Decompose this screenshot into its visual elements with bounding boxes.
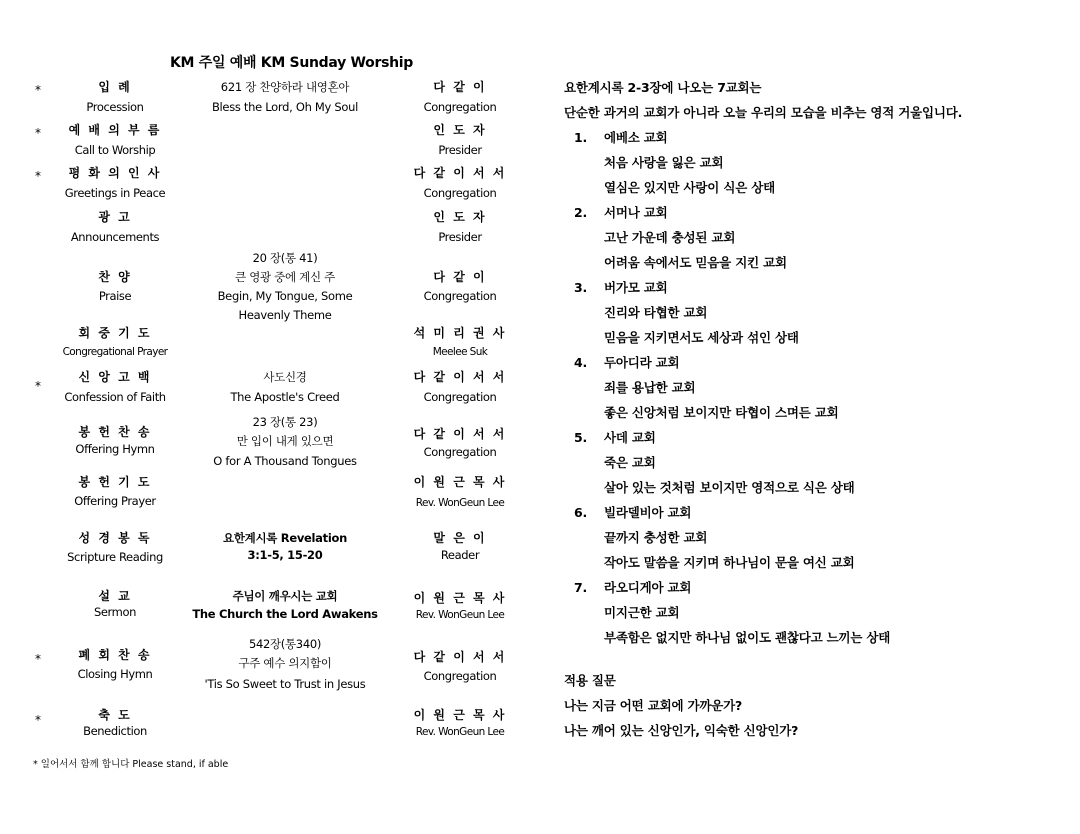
- item-detail: 'Tis So Sweet to Trust in Jesus: [204, 677, 366, 691]
- leader-en: Rev. WonGeun Lee: [415, 609, 505, 621]
- item-detail: 만 입이 내게 있으면: [236, 434, 334, 448]
- item-title-ko: 예 배 의 부 름: [68, 123, 162, 137]
- church-heading-smyrna: 2. 서머나 교회: [574, 205, 668, 220]
- leader-en: Presider: [438, 230, 482, 244]
- questions-title: 적용 질문: [564, 673, 616, 688]
- item-title-ko: 입 례: [98, 80, 132, 94]
- item-detail: The Apostle's Creed: [230, 390, 340, 404]
- leader-en: Congregation: [423, 289, 497, 303]
- church-description: 좋은 신앙처럼 보이지만 타협이 스며든 교회: [604, 405, 839, 420]
- item-detail: Begin, My Tongue, Some: [217, 289, 353, 303]
- item-detail: Bless the Lord, Oh My Soul: [211, 100, 359, 114]
- leader-ko: 다 같 이 서 서: [413, 370, 507, 384]
- church-heading-ephesus: 1. 에베소 교회: [574, 130, 668, 145]
- church-description: 어려움 속에서도 믿음을 지킨 교회: [604, 255, 787, 270]
- leader-ko: 인 도 자: [433, 123, 487, 137]
- item-detail: 큰 영광 중에 계신 주: [235, 270, 335, 284]
- item-title-ko: 회 중 기 도: [78, 326, 152, 340]
- item-title-ko: 설 교: [98, 589, 132, 603]
- item-title-ko: 광 고: [98, 210, 132, 224]
- church-heading-laodicea: 7. 라오디게아 교회: [574, 580, 692, 595]
- item-title-ko: 봉 헌 찬 송: [78, 425, 152, 439]
- stand-marker: *: [35, 83, 41, 97]
- stand-marker: *: [35, 713, 41, 727]
- notes-intro: 요한계시록 2-3장에 나오는 7교회는: [564, 80, 762, 95]
- item-title-ko: 축 도: [98, 708, 132, 722]
- stand-footnote: * 일어서서 함께 합니다 Please stand, if able: [33, 759, 229, 770]
- item-title-en: Closing Hymn: [77, 667, 153, 681]
- leader-ko: 이 원 근 목 사: [413, 475, 507, 489]
- item-detail: 621 장 찬양하라 내영혼아: [220, 80, 350, 94]
- leader-ko: 다 같 이: [433, 270, 487, 284]
- scripture-reference: 요한계시록 Revelation: [223, 531, 347, 545]
- leader-ko: 다 같 이 서 서: [413, 650, 507, 664]
- item-title-ko: 찬 양: [98, 270, 132, 284]
- church-description: 고난 가운데 충성된 교회: [604, 230, 736, 245]
- church-heading-pergamum: 3. 버가모 교회: [574, 280, 668, 295]
- leader-ko: 다 같 이 서 서: [413, 427, 507, 441]
- church-description: 열심은 있지만 사랑이 식은 상태: [604, 180, 775, 195]
- item-detail: 23 장(통 23): [252, 415, 318, 429]
- item-title-en: Confession of Faith: [64, 390, 166, 404]
- leader-en: Meelee Suk: [432, 346, 488, 358]
- item-title-en: Praise: [98, 289, 132, 303]
- item-detail: Heavenly Theme: [238, 308, 332, 322]
- leader-ko: 이 원 근 목 사: [413, 708, 507, 722]
- item-title-en: Offering Prayer: [74, 494, 156, 508]
- page-title: KM 주일 예배 KM Sunday Worship: [170, 55, 413, 71]
- leader-en: Presider: [438, 143, 482, 157]
- stand-marker: *: [35, 126, 41, 140]
- church-description: 미지근한 교회: [604, 605, 680, 620]
- item-title-ko: 폐 회 찬 송: [78, 648, 152, 662]
- church-description: 부족함은 없지만 하나님 없이도 괜찮다고 느끼는 상태: [604, 630, 891, 645]
- church-description: 처음 사랑을 잃은 교회: [604, 155, 724, 170]
- church-heading-philadelphia: 6. 빌라델비아 교회: [574, 505, 692, 520]
- leader-en: Rev. WonGeun Lee: [415, 726, 505, 738]
- leader-en: Congregation: [423, 390, 497, 404]
- item-title-en: Announcements: [70, 230, 160, 244]
- church-heading-sardis: 5. 사데 교회: [574, 430, 656, 445]
- item-title-en: Procession: [86, 100, 144, 114]
- leader-en: Rev. WonGeun Lee: [415, 497, 505, 509]
- church-description: 작아도 말씀을 지키며 하나님이 문을 여신 교회: [604, 555, 855, 570]
- church-description: 죽은 교회: [604, 455, 656, 470]
- item-detail: 사도신경: [263, 370, 307, 384]
- item-detail: 20 장(통 41): [252, 251, 318, 265]
- church-heading-thyatira: 4. 두아디라 교회: [574, 355, 680, 370]
- leader-en: Reader: [440, 548, 480, 562]
- sermon-notes: [564, 75, 962, 743]
- reflection-question: 나는 지금 어떤 교회에 가까운가?: [564, 698, 743, 713]
- church-description: 살아 있는 것처럼 보이지만 영적으로 식은 상태: [604, 480, 855, 495]
- leader-en: Congregation: [423, 100, 497, 114]
- item-title-ko: 성 경 봉 독: [78, 531, 152, 545]
- leader-ko: 말 은 이: [433, 531, 487, 545]
- church-description: 믿음을 지키면서도 세상과 섞인 상태: [604, 330, 799, 345]
- item-title-en: Scripture Reading: [67, 550, 163, 564]
- stand-marker: *: [35, 379, 41, 393]
- sermon-title: 주님이 깨우시는 교회: [232, 589, 338, 603]
- item-title-en: Sermon: [93, 605, 137, 619]
- leader-en: Congregation: [423, 186, 497, 200]
- stand-marker: *: [35, 169, 41, 183]
- leader-ko: 인 도 자: [433, 210, 487, 224]
- leader-en: Congregation: [423, 445, 497, 459]
- stand-marker: *: [35, 652, 41, 666]
- item-title-en: Congregational Prayer: [62, 346, 168, 358]
- church-description: 끝까지 충성한 교회: [604, 530, 708, 545]
- item-title-ko: 신 앙 고 백: [78, 370, 152, 384]
- item-detail: 542장(통340): [248, 637, 322, 651]
- item-detail: O for A Thousand Tongues: [213, 454, 357, 468]
- leader-en: Congregation: [423, 669, 497, 683]
- leader-ko: 다 같 이: [433, 80, 487, 94]
- item-title-ko: 평 화 의 인 사: [68, 166, 162, 180]
- item-detail: 구주 예수 의지함이: [238, 656, 332, 670]
- item-title-ko: 봉 헌 기 도: [78, 475, 152, 489]
- reflection-question: 나는 깨어 있는 신앙인가, 익숙한 신앙인가?: [564, 723, 799, 738]
- item-title-en: Offering Hymn: [75, 442, 155, 456]
- item-title-en: Greetings in Peace: [64, 186, 166, 200]
- leader-ko: 이 원 근 목 사: [413, 591, 507, 605]
- item-title-en: Call to Worship: [74, 143, 156, 157]
- sermon-title: The Church the Lord Awakens: [192, 607, 378, 621]
- scripture-reference: 3:1-5, 15-20: [247, 548, 323, 562]
- church-description: 진리와 타협한 교회: [604, 305, 708, 320]
- item-title-en: Benediction: [83, 724, 147, 738]
- notes-intro: 단순한 과거의 교회가 아니라 오늘 우리의 모습을 비추는 영적 거울입니다.: [564, 105, 963, 120]
- church-description: 죄를 용납한 교회: [604, 380, 696, 395]
- leader-ko: 다 같 이 서 서: [413, 166, 507, 180]
- leader-ko: 석 미 리 권 사: [413, 326, 507, 340]
